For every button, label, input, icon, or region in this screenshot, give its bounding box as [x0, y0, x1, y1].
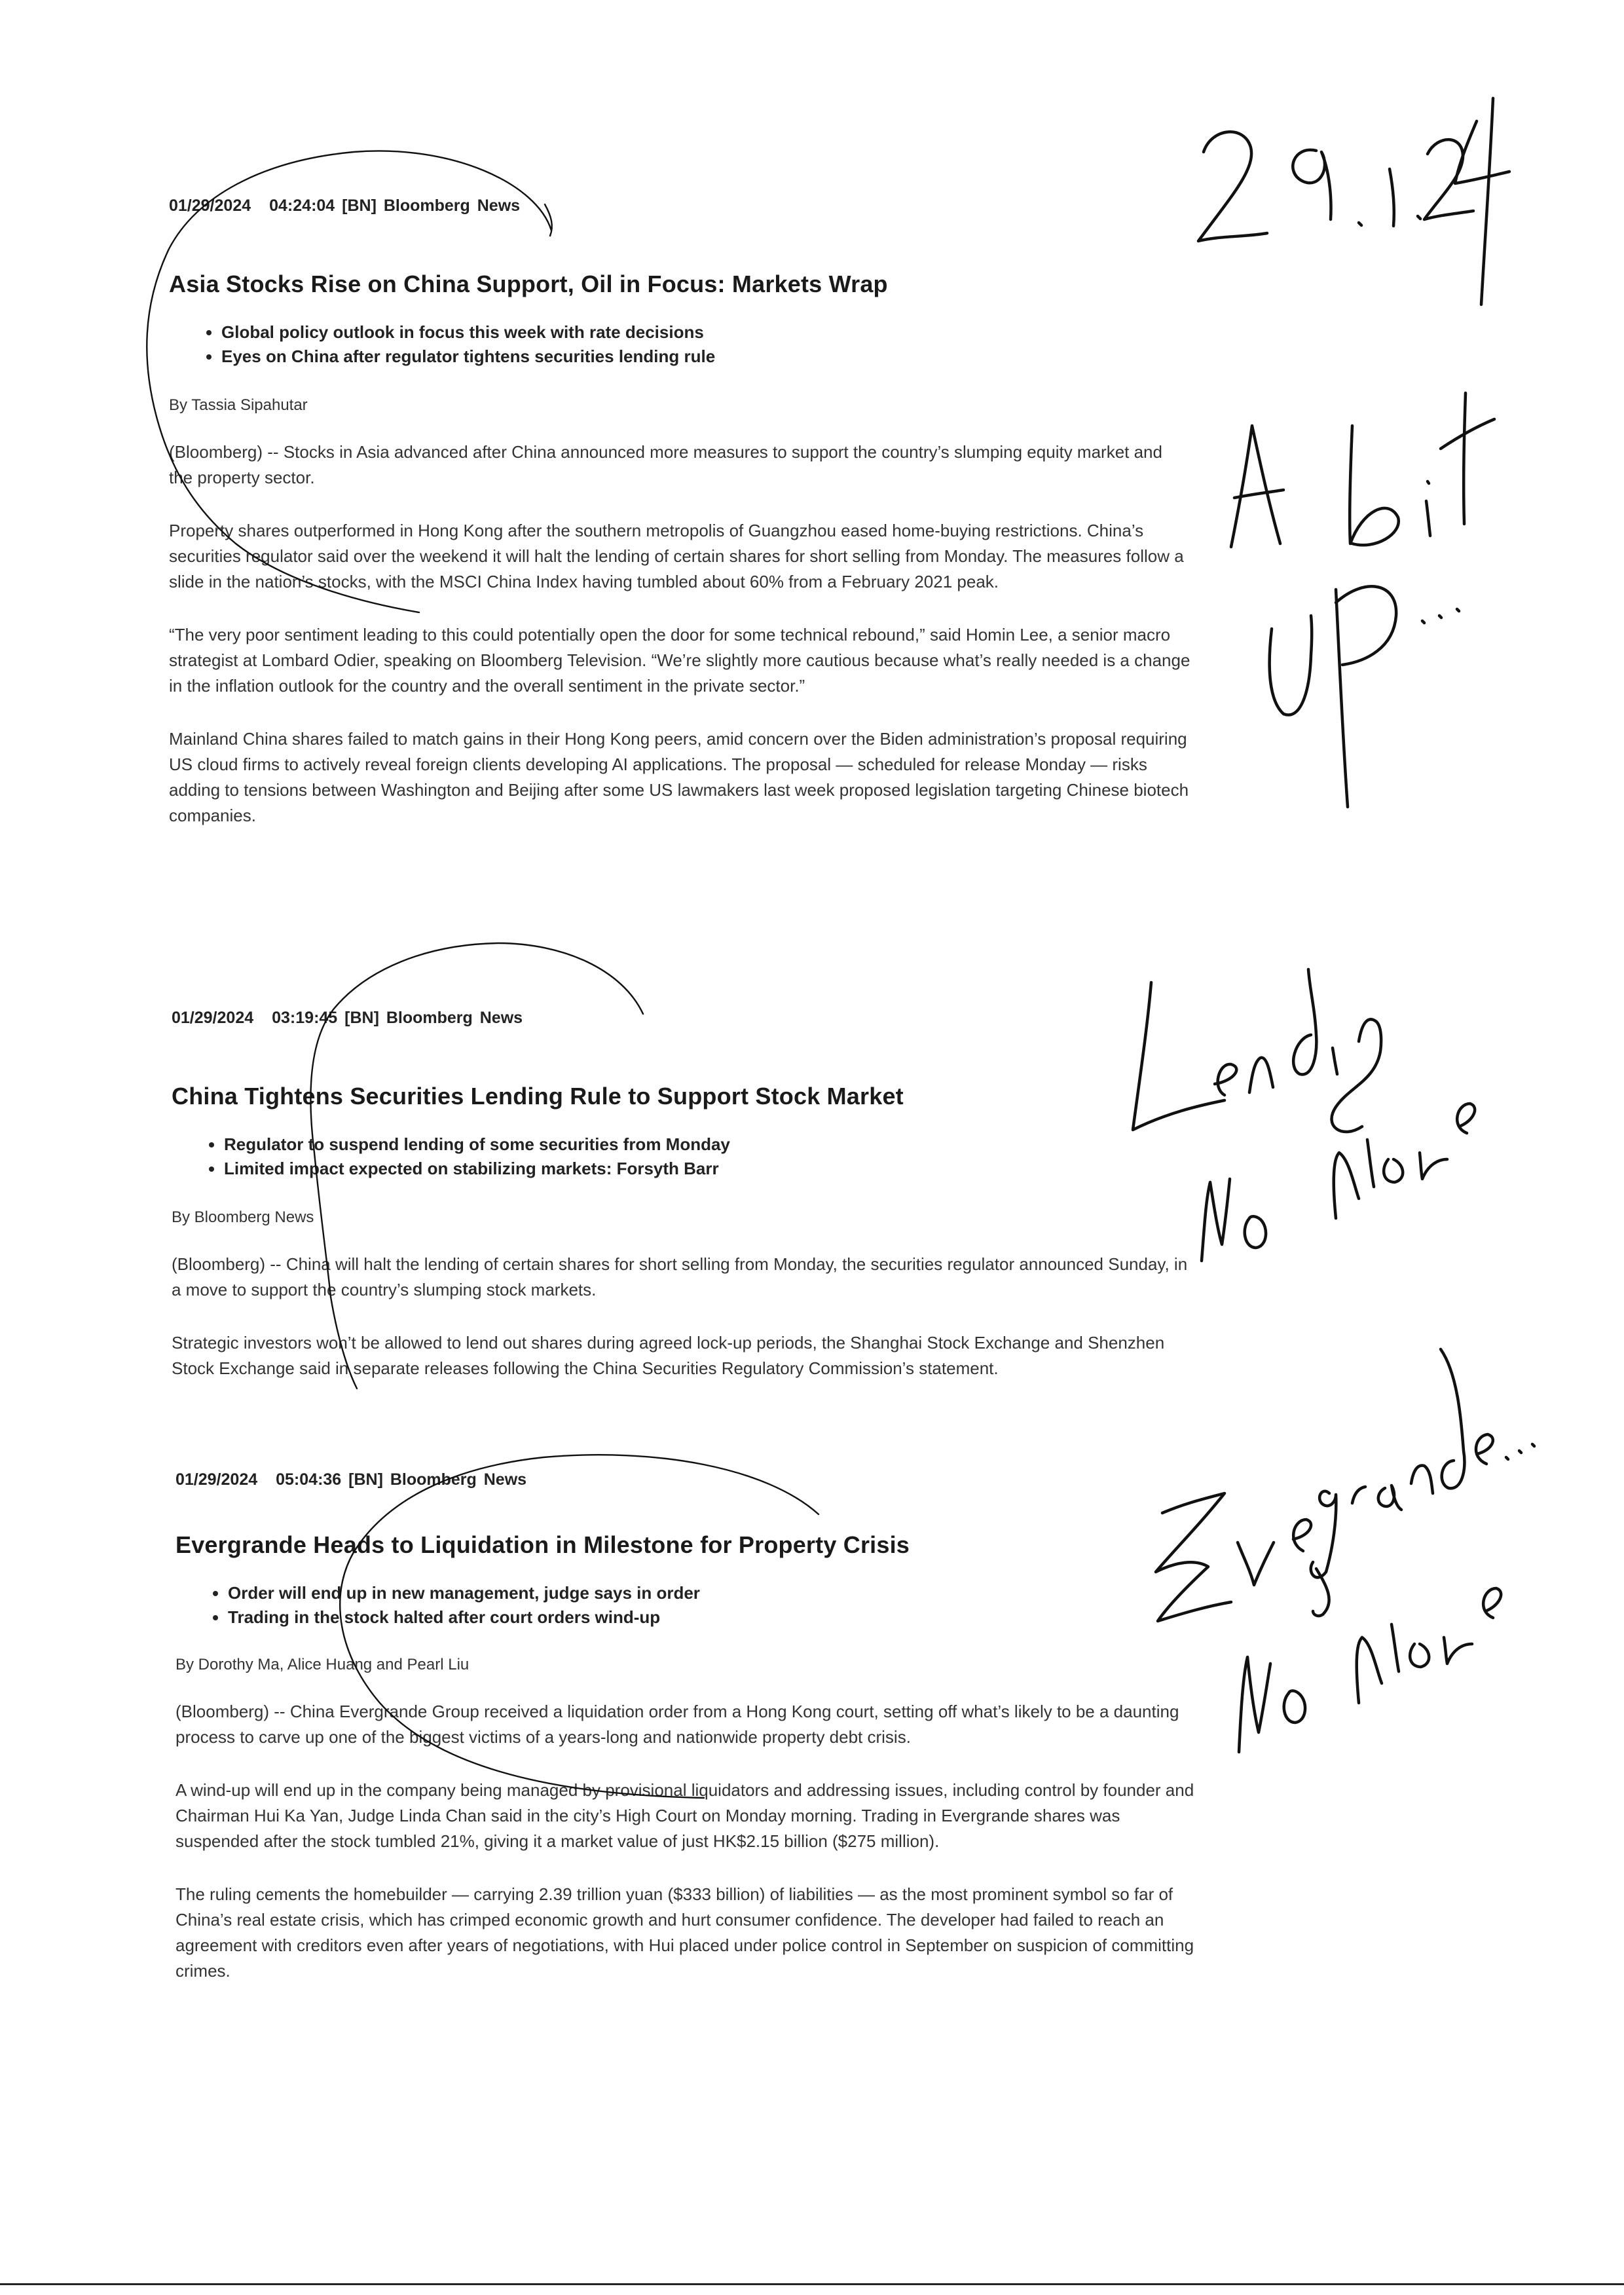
bottom-rule — [0, 2283, 1624, 2285]
article-byline: By Bloomberg News — [172, 1208, 314, 1226]
article-dateline — [175, 1470, 1197, 1489]
article-asia-stocks — [169, 196, 1190, 829]
bullet-item: • Limited impact expected on stabilizing markets: Forsyth Barr — [224, 1157, 1193, 1181]
article-source: [BN] Bloomberg News — [344, 1009, 523, 1027]
bullet-item: • Regulator to suspend lending of some securities from Monday — [224, 1132, 1193, 1157]
article-byline: By Tassia Sipahutar — [169, 396, 308, 414]
article-paragraph: (Bloomberg) -- China will halt the lending of certain shares for short selling from Monday, the securities regulator announced Sunday, in a move to support the country’s slumping stock markets. — [172, 1254, 1188, 1299]
article-byline: By Dorothy Ma, Alice Huang and Pearl Liu — [175, 1656, 470, 1673]
article-paragraph: (Bloomberg) -- Stocks in Asia advanced after China announced more measures to support the country’s slumping equity market and the property sector. — [169, 442, 1162, 487]
handwritten-note-a-bit-up — [1231, 393, 1494, 807]
article-headline: Asia Stocks Rise on China Support, Oil in Focus: Markets Wrap — [169, 271, 888, 297]
article-source: [BN] Bloomberg News — [348, 1470, 527, 1489]
bullet-item: • Trading in the stock halted after court orders wind-up — [228, 1605, 1197, 1630]
article-dateline — [169, 196, 1190, 215]
article-bullets — [175, 1581, 1197, 1630]
article-bullets — [172, 1132, 1193, 1181]
article-date: 01/29/2024 — [172, 1009, 254, 1027]
article-paragraph: Mainland China shares failed to match gains in their Hong Kong peers, amid concern over the Biden administration’s proposal requiring US cloud firms to actively reveal foreign clients developing AI applications. The proposal — scheduled for release Monday — risks adding to tensions between Washington and Beijing after some US lawmakers last week proposed legislation targeting Chinese biotech companies. — [169, 729, 1189, 825]
article-date: 01/29/2024 — [175, 1470, 258, 1489]
article-evergrande — [175, 1470, 1197, 1984]
article-time: 03:19:45 — [272, 1009, 338, 1027]
article-paragraph: (Bloomberg) -- China Evergrande Group received a liquidation order from a Hong Kong court, setting off what’s likely to be a daunting process to carve up one of the biggest victims of a years-long and nationwide property debt crisis. — [175, 1702, 1179, 1747]
article-time: 05:04:36 — [276, 1470, 342, 1489]
article-headline: Evergrande Heads to Liquidation in Milestone for Property Crisis — [175, 1531, 910, 1558]
article-headline: China Tightens Securities Lending Rule to Support Stock Market — [172, 1083, 904, 1110]
article-securities-lending — [172, 1009, 1193, 1381]
handwritten-note-evergrande-no-more — [1156, 1349, 1534, 1752]
article-dateline — [172, 1009, 1193, 1028]
article-paragraph: “The very poor sentiment leading to this could potentially open the door for some technical rebound,” said Homin Lee, a senior macro strategist at Lombard Odier, speaking on Bloomberg Television. “We’re slightly more cautious because what’s really needed is a change in the inflation outlook for the country and the overall sentiment in the private sector.” — [169, 625, 1190, 696]
article-paragraph: A wind-up will end up in the company being managed by provisional liquidators and addressing issues, including control by founder and Chairman Hui Ka Yan, Judge Linda Chan said in the city’s High Court on Monday morning. Trading in Evergrande shares was suspended after the stock tumbled 21%, giving it a market value of just HK$2.15 billion ($275 million). — [175, 1780, 1194, 1851]
article-paragraph: Property shares outperformed in Hong Kong after the southern metropolis of Guangzhou eased home-buying restrictions. China’s securities regulator said over the weekend it will halt the lending of certain shares for short selling from Monday. The measures follow a slide in the nation’s stocks, with the MSCI China Index having tumbled about 60% from a February 2021 peak. — [169, 521, 1184, 591]
article-time: 04:24:04 — [269, 196, 335, 215]
bullet-item: • Order will end up in new management, judge says in order — [228, 1581, 1197, 1605]
article-date: 01/29/2024 — [169, 196, 251, 215]
article-paragraph: Strategic investors won’t be allowed to lend out shares during agreed lock-up periods, the Shanghai Stock Exchange and Shenzhen Stock Exchange said in separate releases following the China Securities Regulatory Commission’s statement. — [172, 1333, 1165, 1378]
bullet-item: • Eyes on China after regulator tightens securities lending rule — [221, 345, 1190, 369]
article-paragraph: The ruling cements the homebuilder — carrying 2.39 trillion yuan ($333 billion) of liabilities — as the most prominent symbol so far of China’s real estate crisis, which has crimped economic growth and hurt consumer confidence. The developer had failed to reach an agreement with creditors even after years of negotiations, with Hui placed under police control in September on suspicion of committing crimes. — [175, 1884, 1194, 1981]
article-source: [BN] Bloomberg News — [342, 196, 521, 215]
article-bullets — [169, 320, 1190, 369]
bullet-item: • Global policy outlook in focus this week with rate decisions — [221, 320, 1190, 345]
handwritten-date — [1198, 98, 1509, 305]
